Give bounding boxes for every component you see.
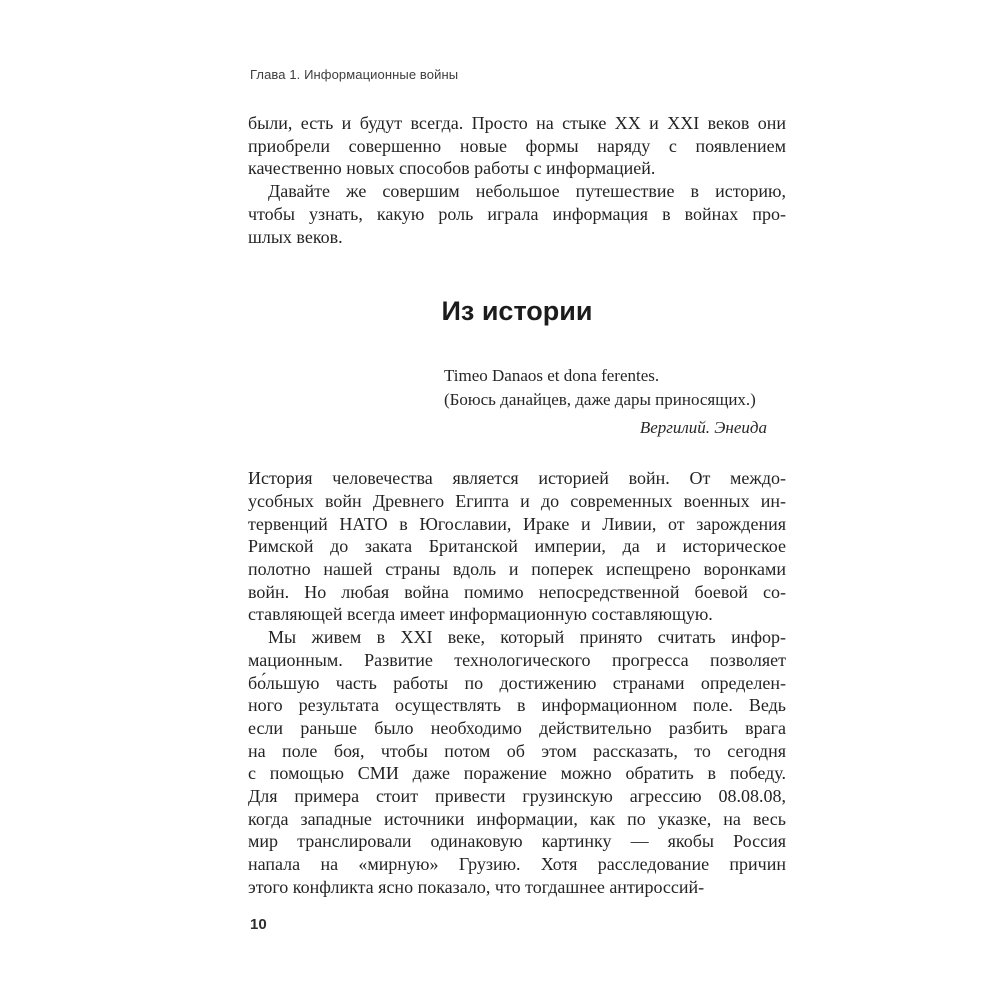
paragraphs-main: [248, 467, 786, 898]
text-line: были, есть и будут всегда. Просто на стыке XX и XXI веков они: [248, 113, 786, 133]
text-line: чтобы узнать, какую роль играла информация в войнах про-: [248, 203, 786, 224]
text-line: Мы живем в XXI веке, который принято считать инфор-: [268, 627, 786, 648]
text-line: напала на «мирную» Грузию. Хотя расследование причин: [248, 854, 786, 875]
text-line: Для примера стоит привести грузинскую агрессию 08.08.08,: [248, 786, 786, 807]
text-column: [248, 112, 786, 899]
epigraph-line: (Боюсь данайцев, даже дары приносящих.): [444, 390, 756, 410]
text-line: с помощью СМИ даже поражение можно обратить в победу.: [248, 763, 786, 784]
text-line: этого конфликта ясно показало, что тогдашнее антироссий-: [248, 876, 705, 897]
text-line: тервенций НАТО в Югославии, Ираке и Ливии, от зарождения: [248, 513, 786, 534]
paragraph: [248, 112, 786, 180]
section-heading: Из истории: [441, 296, 593, 327]
text-line: бо́льшую часть работы по достижению странами определен-: [248, 672, 786, 693]
text-line: Римской до заката Британской империи, да и историческое: [248, 536, 786, 557]
page-number: 10: [250, 916, 267, 933]
paragraphs-top: [248, 112, 786, 248]
text-line: Давайте же совершим небольшое путешествие в историю,: [268, 181, 786, 202]
text-line: шлых веков.: [248, 226, 343, 247]
text-line: мир транслировали одинаковую картинку — якобы Россия: [248, 831, 786, 852]
text-line: на поле боя, чтобы потом об этом рассказать, то сегодня: [248, 740, 786, 761]
text-line: приобрели совершенно новые формы наряду с появлением: [248, 135, 786, 156]
paragraph: [248, 180, 786, 248]
text-line: качественно новых способов работы с информацией.: [248, 158, 656, 179]
text-line: когда западные источники информации, как по указке, на весь: [248, 808, 786, 829]
text-line: если раньше было необходимо действительно разбить врага: [248, 717, 786, 738]
paragraph: [248, 467, 786, 626]
text-line: ного результата осуществлять в информационном поле. Ведь: [248, 695, 786, 716]
text-line: войн. Но любая война помимо непосредственной боевой со-: [248, 581, 786, 602]
text-line: История человечества является историей войн. От междо-: [248, 468, 786, 489]
text-line: усобных войн Древнего Египта и до современных военных ин-: [248, 490, 786, 511]
paragraph: [248, 626, 786, 898]
epigraph-line: Timeo Danaos et dona ferentes.: [444, 366, 660, 386]
text-line: мационным. Развитие технологического прогресса позволяет: [248, 649, 786, 670]
epigraph-attribution: Вергилий. Энеида: [639, 418, 767, 438]
text-line: полотно нашей страны вдоль и поперек испещрено воронками: [248, 559, 786, 580]
running-head: Глава 1. Информационные войны: [250, 67, 459, 82]
text-line: ставляющей всегда имеет информационную составляющую.: [248, 604, 713, 625]
epigraph-quote: [444, 364, 786, 412]
epigraph: [248, 364, 786, 440]
